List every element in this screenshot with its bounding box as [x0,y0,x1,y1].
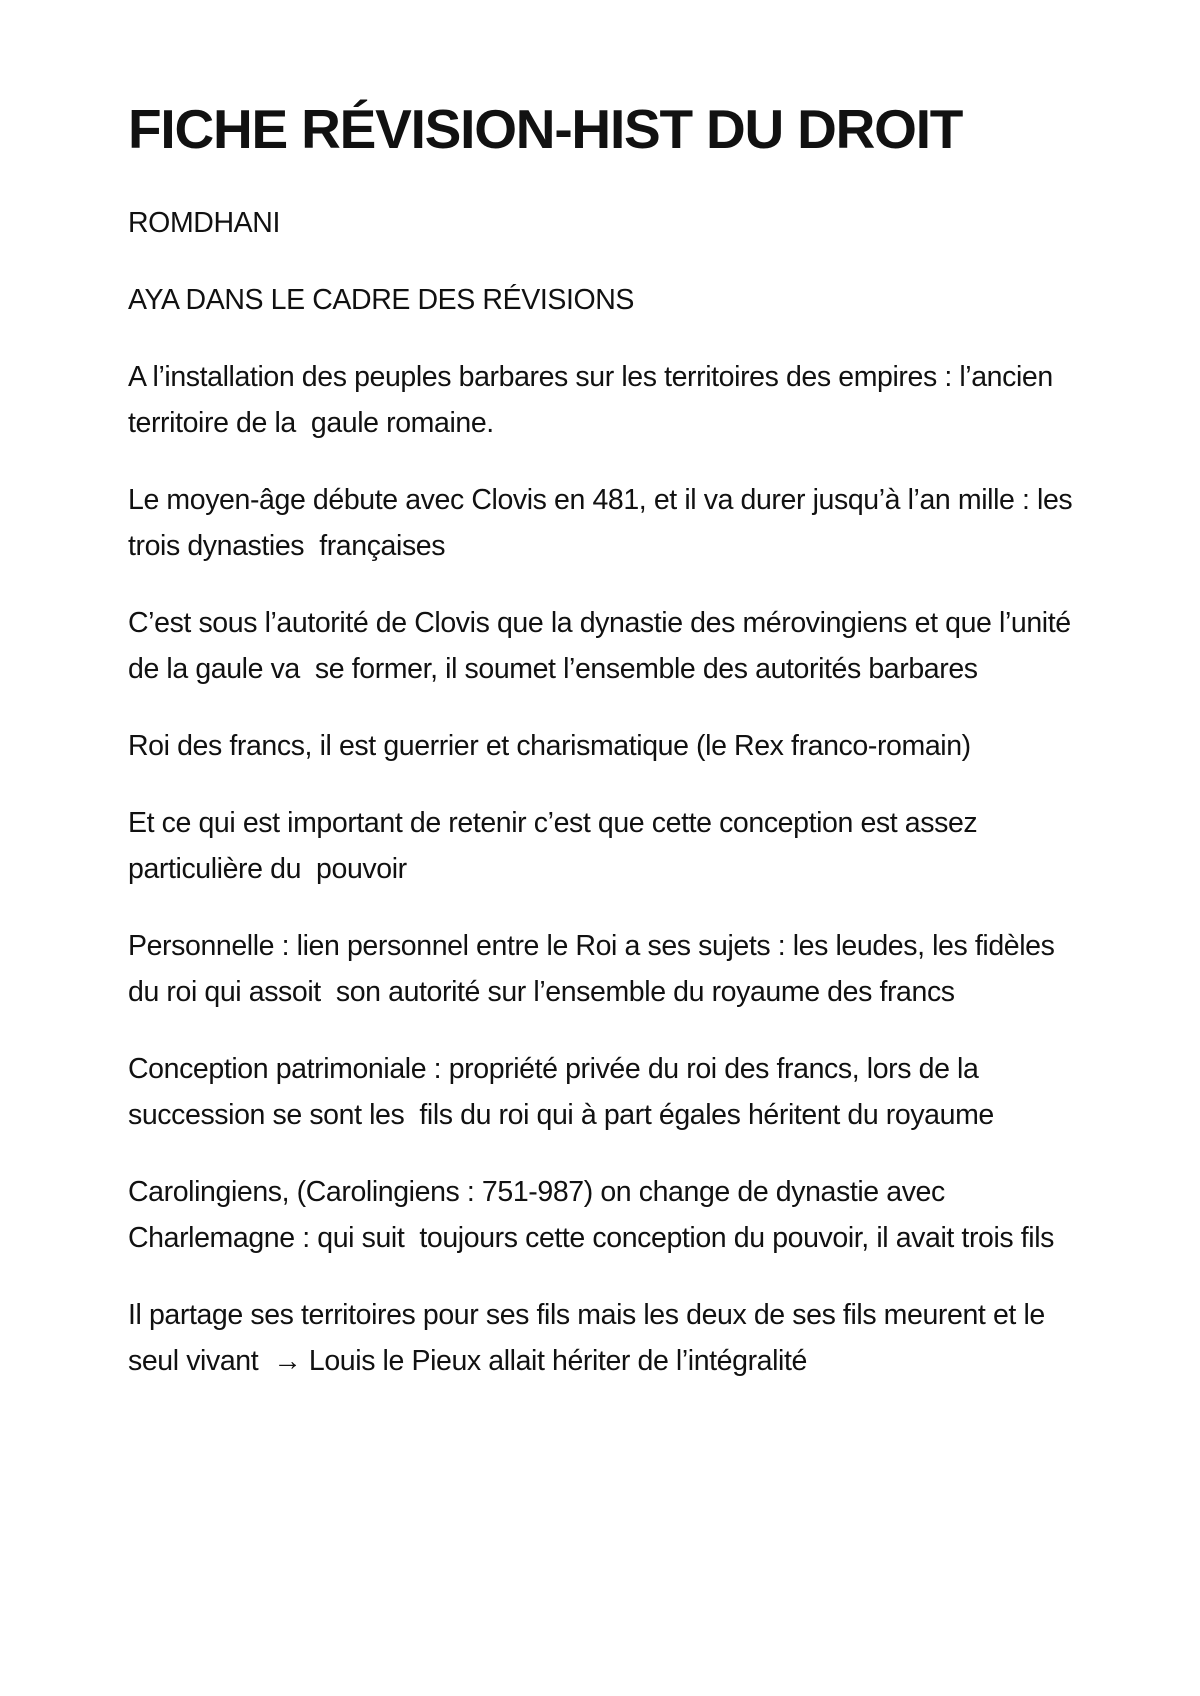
document-title: FICHE RÉVISION-HIST DU DROIT [128,98,963,160]
paragraph-clovis: C’est sous l’autorité de Clovis que la dynastie des mérovingiens et que l’unité de la gaule va se former, il soumet l’ensemble des autorités barbares [128,607,1079,685]
author-name: ROMDHANI [128,207,280,239]
document-page [128,96,1088,1384]
paragraph-personnelle: Personnelle : lien personnel entre le Roi a ses sujets : les leudes, les fidèles du roi qui assoit son autorité sur l’ensemble du royaume des francs [128,930,1062,1008]
paragraph-roi-des-francs: Roi des francs, il est guerrier et charismatique (le Rex franco-romain) [128,730,971,762]
paragraph-carolingiens: Carolingiens, (Carolingiens : 751-987) on change de dynastie avec Charlemagne : qui suit toujours cette conception du pouvoir, il avait trois fils [128,1176,1055,1254]
paragraph-moyen-age: Le moyen-âge débute avec Clovis en 481, et il va durer jusqu’à l’an mille : les trois dynasties françaises [128,484,1080,562]
paragraph-patrimoniale: Conception patrimoniale : propriété privée du roi des francs, lors de la succession se sont les fils du roi qui à part égales héritent du royaume [128,1053,994,1131]
paragraph-partage: Il partage ses territoires pour ses fils mais les deux de ses fils meurent et le seul vivant → Louis le Pieux allait hériter de l’intégralité [128,1299,1053,1377]
paragraph-installation: A l’installation des peuples barbares sur les territoires des empires : l’ancien territoire de la gaule romaine. [128,361,1061,439]
paragraph-conception: Et ce qui est important de retenir c’est que cette conception est assez particulière du pouvoir [128,807,985,885]
subtitle-line: AYA DANS LE CADRE DES RÉVISIONS [128,284,635,316]
